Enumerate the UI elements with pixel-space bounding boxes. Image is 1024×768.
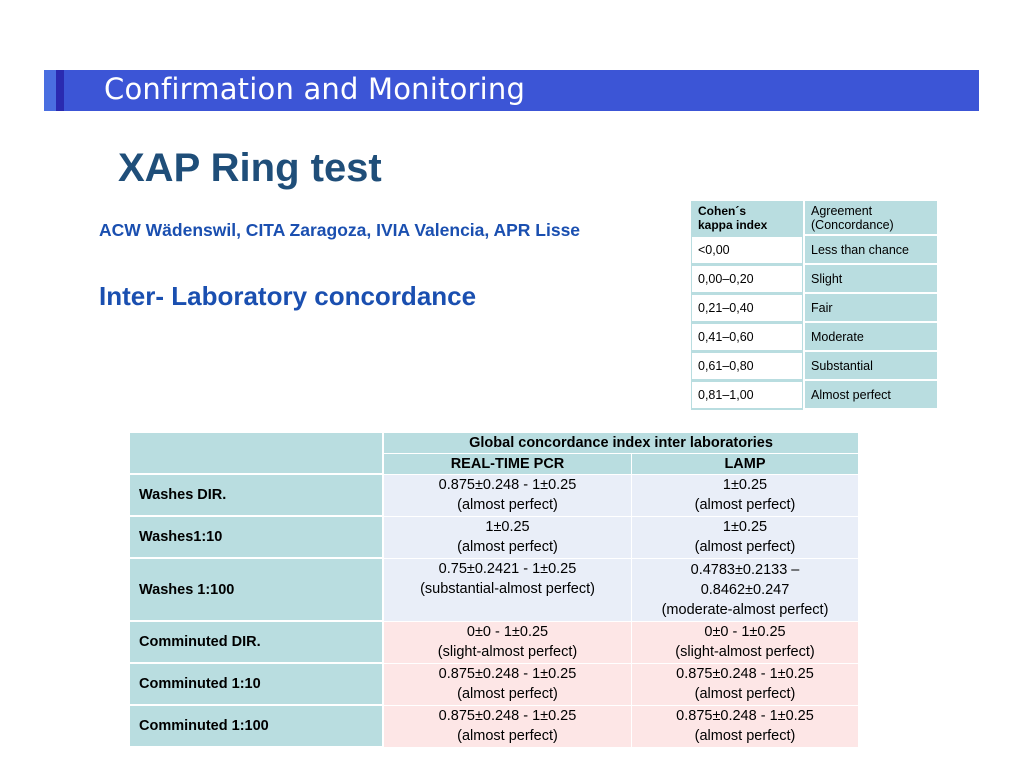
row-label: Comminuted 1:10 [129, 663, 383, 705]
kappa-agreement: Fair [803, 294, 937, 323]
concordance-table [128, 431, 859, 748]
pcr-index: 1±0.25 [485, 519, 530, 535]
lamp-agreement: (almost perfect) [694, 497, 796, 513]
pcr-index: 0.875±0.248 - 1±0.25 [438, 666, 577, 682]
lamp-value [632, 705, 859, 747]
pcr-agreement: (substantial-almost perfect) [420, 580, 595, 597]
kappa-row [691, 381, 937, 410]
row-label: Comminuted DIR. [129, 621, 383, 663]
kappa-header-index [691, 201, 803, 236]
kappa-range: 0,21–0,40 [691, 294, 803, 323]
pcr-value [383, 705, 632, 747]
title-bar-accent-dark [56, 70, 64, 111]
kappa-range: 0,00–0,20 [691, 265, 803, 294]
lamp-agreement: (almost perfect) [694, 728, 796, 744]
lamp-index: 0.4783±0.2133 – [690, 561, 800, 578]
kappa-row [691, 236, 937, 265]
slide-heading: XAP Ring test [118, 146, 382, 190]
column-header-pcr: REAL-TIME PCR [383, 453, 632, 474]
kappa-agreement: Slight [803, 265, 937, 294]
row-label: Comminuted 1:100 [129, 705, 383, 747]
lamp-value [632, 663, 859, 705]
slide-subheading: Inter- Laboratory concordance [99, 281, 477, 311]
column-header-lamp: LAMP [632, 453, 859, 474]
kappa-row [691, 294, 937, 323]
kappa-range: 0,81–1,00 [691, 381, 803, 410]
kappa-row [691, 265, 937, 294]
title-bar [44, 70, 979, 111]
kappa-range: <0,00 [691, 236, 803, 265]
pcr-agreement: (almost perfect) [457, 497, 558, 513]
table-row [129, 705, 859, 747]
table-row [129, 474, 859, 516]
row-label: Washes 1:100 [129, 558, 383, 621]
kappa-row [691, 352, 937, 381]
lamp-index: 1±0.25 [722, 477, 768, 493]
lamp-value [632, 621, 859, 663]
kappa-header-agreement-line2: (Concordance) [811, 217, 894, 232]
pcr-value [383, 621, 632, 663]
table-row [129, 516, 859, 558]
table-corner-cell [129, 432, 383, 474]
kappa-agreement: Less than chance [803, 236, 937, 265]
kappa-agreement: Almost perfect [803, 381, 937, 410]
pcr-agreement: (almost perfect) [457, 728, 558, 744]
kappa-agreement: Substantial [803, 352, 937, 381]
lamp-agreement: (moderate-almost perfect) [661, 601, 829, 618]
group-header: Global concordance index inter laboratories [383, 432, 859, 453]
kappa-range: 0,61–0,80 [691, 352, 803, 381]
row-label: Washes DIR. [129, 474, 383, 516]
lamp-agreement: (almost perfect) [694, 686, 796, 702]
lamp-value [632, 516, 859, 558]
pcr-agreement: (almost perfect) [457, 539, 558, 555]
pcr-index: 0.875±0.248 - 1±0.25 [438, 708, 577, 724]
lamp-index-upper: 0.8462±0.247 [700, 581, 790, 598]
pcr-agreement: (almost perfect) [457, 686, 558, 702]
lamp-index: 0.875±0.248 - 1±0.25 [676, 666, 814, 682]
pcr-index: 0±0 - 1±0.25 [466, 624, 549, 640]
title-bar-accent-gap [64, 70, 68, 111]
kappa-header-agreement [803, 201, 937, 236]
kappa-header-agreement-line1: Agreement [811, 203, 873, 218]
row-label: Washes1:10 [129, 516, 383, 558]
pcr-value [383, 663, 632, 705]
lamp-index: 1±0.25 [722, 519, 768, 535]
table-row [129, 663, 859, 705]
kappa-range: 0,41–0,60 [691, 323, 803, 352]
table-row [129, 621, 859, 663]
concordance-group-header-row [129, 432, 859, 453]
kappa-header-index-line1: Cohen´s [698, 204, 746, 218]
lamp-agreement: (slight-almost perfect) [675, 644, 815, 660]
lamp-value [632, 474, 859, 516]
lamp-agreement: (almost perfect) [694, 539, 796, 555]
pcr-value [383, 558, 632, 621]
slide-title: Confirmation and Monitoring [104, 72, 526, 106]
lamp-value [632, 558, 859, 621]
pcr-index: 0.75±0.2421 - 1±0.25 [438, 560, 577, 577]
lamp-index: 0.875±0.248 - 1±0.25 [676, 708, 814, 724]
pcr-value [383, 474, 632, 516]
pcr-agreement: (slight-almost perfect) [437, 644, 578, 660]
kappa-agreement: Moderate [803, 323, 937, 352]
lamp-index: 0±0 - 1±0.25 [704, 624, 786, 640]
kappa-row [691, 323, 937, 352]
kappa-legend-table [691, 201, 937, 410]
pcr-index: 0.875±0.248 - 1±0.25 [438, 477, 577, 493]
pcr-value [383, 516, 632, 558]
kappa-header-row [691, 201, 937, 236]
kappa-header-index-line2: kappa index [698, 218, 768, 232]
table-row [129, 558, 859, 621]
title-bar-accent [44, 70, 56, 111]
labs-list: ACW Wädenswil, CITA Zaragoza, IVIA Valencia, APR Lisse [99, 220, 581, 240]
